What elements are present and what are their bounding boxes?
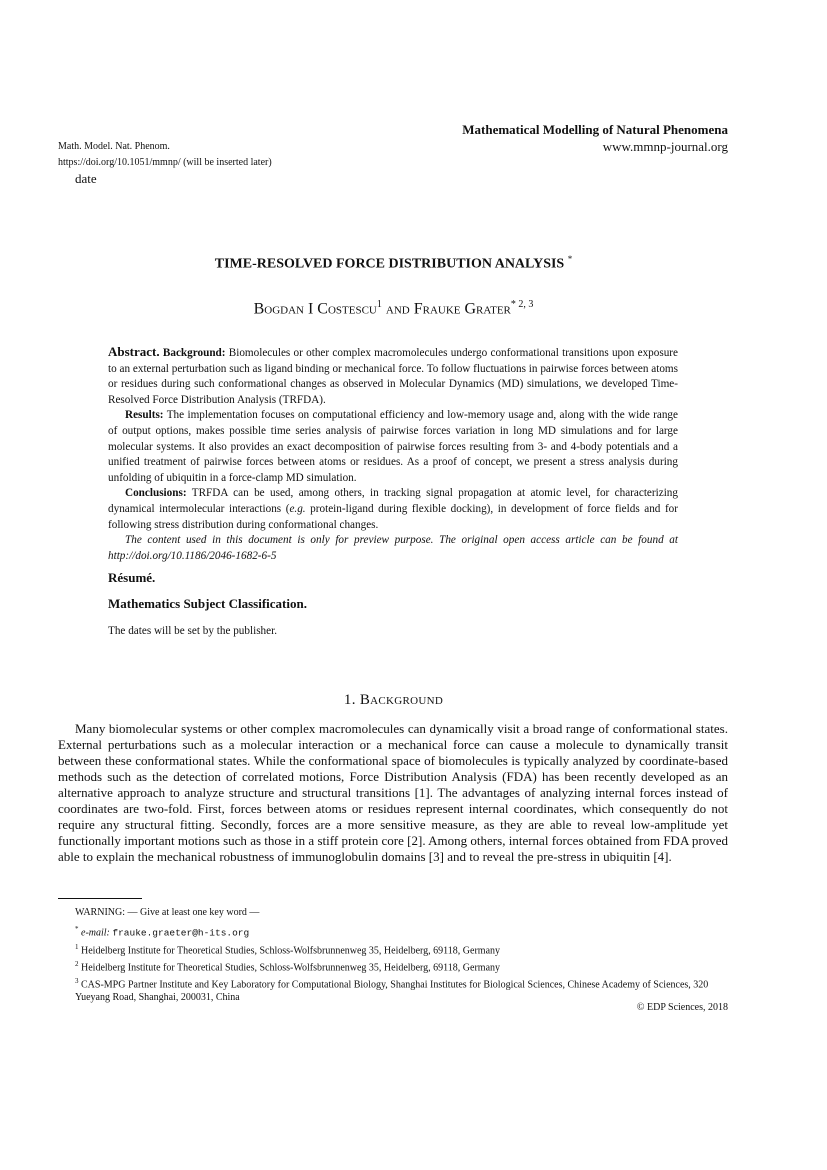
section-number: 1.	[343, 692, 356, 708]
doi-note: https://doi.org/10.1051/mmnp/ (will be inserted later)	[58, 157, 272, 168]
abstract-label: Abstract.	[108, 344, 160, 359]
author-conjunction: and	[385, 300, 410, 318]
footnote-affiliation-1	[75, 941, 728, 957]
affiliation-3-mark: 3	[75, 977, 79, 985]
affiliation-2-mark: 2	[75, 960, 79, 968]
author-1: Bogdan I Costescu	[253, 300, 377, 318]
preview-note-text: The content used in this document is only for preview purpose. The original open access article can be found at http://doi.org/10.1186/2046-1682-6-5	[108, 534, 678, 562]
author-line	[0, 299, 787, 318]
footnote-affiliation-2	[75, 958, 728, 974]
msc-heading: Mathematics Subject Classification.	[108, 596, 307, 611]
footnote-warning: WARNING: — Give at least one key word —	[75, 907, 260, 918]
paper-title-text: TIME-RESOLVED FORCE DISTRIBUTION ANALYSIS	[214, 256, 565, 272]
conclusions-eg: e.g.	[289, 502, 306, 515]
abstract-results	[108, 408, 678, 486]
affiliation-1-text: Heidelberg Institute for Theoretical Studies, Schloss-Wolfsbrunnenweg 35, Heidelberg, 69118, Germany	[81, 945, 501, 957]
email-address[interactable]: frauke.graeter@h-its.org	[112, 927, 250, 939]
author-2: Frauke Grater	[413, 300, 511, 318]
author-2-affiliation: * 2, 3	[510, 299, 534, 310]
results-label: Results:	[125, 409, 164, 422]
conclusions-label: Conclusions:	[125, 487, 187, 500]
conclusions-text-end: protein-ligand during flexible docking), in development of force fields and for following stress distribution during conformational changes.	[108, 502, 679, 531]
paper-title	[0, 254, 787, 273]
background-label: Background:	[162, 347, 226, 359]
dates-note: The dates will be set by the publisher.	[108, 625, 278, 637]
journal-url: www.mmnp-journal.org	[602, 139, 728, 154]
section-title: Background	[359, 692, 444, 708]
body-paragraph: Many biomolecular systems or other complex macromolecules can dynamically visit a broad range of conformational states. External perturbations such as a molecular interaction or a mechanical force can cause a molecule to dynamically transit between these conformational states. While the conformational space of biomolecules is typically analyzed by coordinate-based methods such as the detection of correlated motions, Force Distribution Analysis (FDA) has been recently developed as an alternative approach to analyze structure and structural transitions [1]. The advantages of analyzing internal forces instead of coordinates are two-fold. First, forces between atoms or residues represent internal coordinates, which consequently do not require any structural fitting. Secondly, forces are a more sensitive measure, as they are able to reveal low-amplitude yet functionally important motions such as those in a stiff protein core [2]. Among others, internal forces obtained from FDA proved able to explain the mechanical robustness of immunoglobulin domains [3] and to reveal the pre-stress in ubiquitin [4].	[58, 721, 728, 864]
footnote-email	[75, 923, 728, 939]
background-text: Biomolecules or other complex macromolecules undergo conformational transitions upon exposure to an external perturbation such as ligand binding or mechanical force. To follow fluctuations in pairwise forces between atoms or residues during such conformational changes as observed in Molecular Dynamics (MD) simulations, we developed Time-Resolved Force Distribution Analysis (TRFDA).	[108, 347, 678, 406]
results-text: The implementation focuses on computational efficiency and low-memory usage and, along with the wide range of output options, makes possible time series analysis of pairwise forces variation in long MD simulations and for large molecular systems. It also provides an exact decomposition of pairwise forces resulting from 3- and 4-body potentials and a unified treatment of pairwise forces between atoms or residues. As a proof of concept, we present a stress analysis during unfolding of ubiquitin in a force-clamp MD simulation.	[108, 409, 678, 484]
conclusions-text: TRFDA can be used, among others, in tracking signal propagation at atomic level, for characterizing dynamical intermolecular interactions (	[108, 487, 678, 515]
abstract-preview-note	[108, 533, 678, 564]
abstract	[108, 344, 678, 564]
journal-title: Mathematical Modelling of Natural Phenomena	[462, 122, 728, 137]
section-heading	[0, 692, 787, 709]
abstract-conclusions	[108, 486, 678, 533]
email-mark: *	[75, 925, 79, 933]
author-1-affiliation: 1	[376, 299, 382, 310]
journal-abbreviation: Math. Model. Nat. Phenom.	[58, 141, 170, 152]
date-placeholder: date	[75, 171, 97, 186]
footnote-affiliation-3	[75, 975, 728, 1004]
affiliation-3-text: CAS-MPG Partner Institute and Key Laboratory for Computational Biology, Shanghai Institutes for Biological Sciences, Chinese Academy of Sciences, 320 Yueyang Road, Shanghai, 200031, China	[75, 979, 709, 1004]
resume-heading: Résumé.	[108, 570, 156, 585]
title-footnote-mark: *	[567, 254, 573, 264]
affiliation-2-text: Heidelberg Institute for Theoretical Studies, Schloss-Wolfsbrunnenweg 35, Heidelberg, 69118, Germany	[81, 962, 501, 974]
copyright: © EDP Sciences, 2018	[636, 1002, 728, 1013]
abstract-background	[108, 344, 678, 408]
email-label: e-mail:	[81, 927, 110, 939]
affiliation-1-mark: 1	[75, 943, 79, 951]
footnote-divider	[58, 898, 142, 899]
